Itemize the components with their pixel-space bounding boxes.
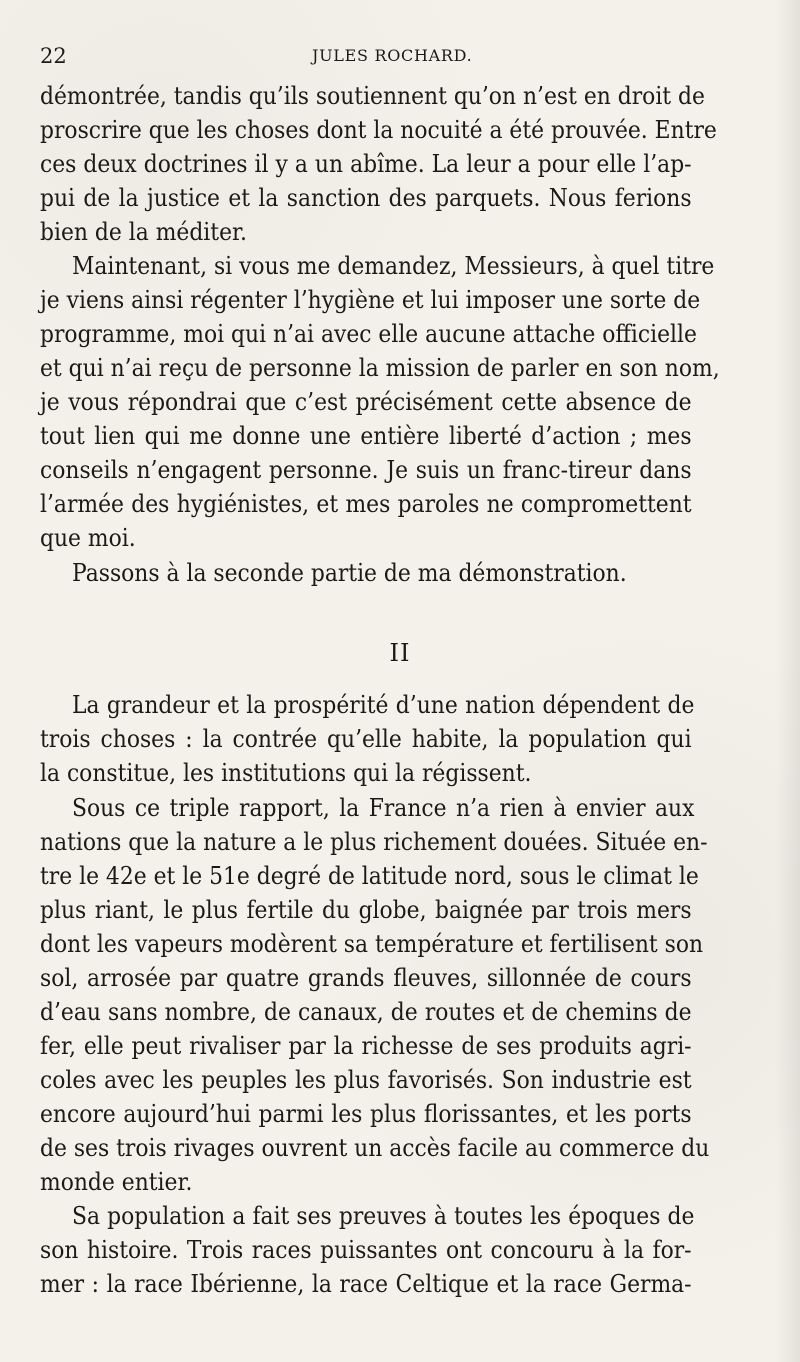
text-line-23: dont les vapeurs modèrent sa température et fertilisent son xyxy=(40,930,704,958)
text-line-10: je vous répondrai que c’est précisément cette absence de xyxy=(40,388,692,416)
text-line-21: tre le 42e et le 51e degré de latitude nord, sous le climat le xyxy=(40,862,699,890)
page-number: 22 xyxy=(40,44,67,68)
text-line-1: démontrée, tandis qu’ils soutiennent qu’on n’est en droit de xyxy=(40,82,705,110)
text-line-15: Passons à la seconde partie de ma démonstration. xyxy=(72,559,627,587)
text-line-16: La grandeur et la prospérité d’une nation dépendent de xyxy=(72,691,695,719)
text-line-9: et qui n’ai reçu de personne la mission de parler en son nom, xyxy=(40,354,720,382)
text-line-20: nations que la nature a le plus richement douées. Située en- xyxy=(40,828,708,856)
text-line-13: l’armée des hygiénistes, et mes paroles ne compromettent xyxy=(40,490,692,518)
text-line-7: je viens ainsi régenter l’hygiène et lui imposer une sorte de xyxy=(40,286,701,314)
text-line-28: encore aujourd’hui parmi les plus florissantes, et les ports xyxy=(40,1100,692,1128)
page-header xyxy=(40,43,750,69)
page-edge-shadow xyxy=(776,0,800,1362)
text-line-6: Maintenant, si vous me demandez, Messieurs, à quel titre xyxy=(72,252,715,280)
text-line-22: plus riant, le plus fertile du globe, baignée par trois mers xyxy=(40,896,692,924)
text-line-33: mer : la race Ibérienne, la race Celtique et la race Germa- xyxy=(40,1270,692,1298)
text-line-8: programme, moi qui n’ai avec elle aucune attache officielle xyxy=(40,320,697,348)
text-line-24: sol, arrosée par quatre grands fleuves, sillonnée de cours xyxy=(40,964,692,992)
text-line-31: Sa population a fait ses preuves à toutes les époques de xyxy=(72,1202,695,1230)
text-line-25: d’eau sans nombre, de canaux, de routes et de chemins de xyxy=(40,998,692,1026)
running-head: JULES ROCHARD. xyxy=(312,46,473,65)
text-line-30: monde entier. xyxy=(40,1168,193,1196)
text-line-3: ces deux doctrines il y a un abîme. La leur a pour elle l’ap- xyxy=(40,150,692,178)
text-line-14: que moi. xyxy=(40,524,136,552)
text-line-29: de ses trois rivages ouvrent un accès facile au commerce du xyxy=(40,1134,710,1162)
text-line-17: trois choses : la contrée qu’elle habite, la population qui xyxy=(40,725,692,753)
text-line-19: Sous ce triple rapport, la France n’a rien à envier aux xyxy=(72,794,695,822)
text-line-27: coles avec les peuples les plus favorisés. Son industrie est xyxy=(40,1066,692,1094)
text-line-4: pui de la justice et la sanction des parquets. Nous ferions xyxy=(40,184,692,212)
text-line-18: la constitue, les institutions qui la régissent. xyxy=(40,759,532,787)
text-line-2: proscrire que les choses dont la nocuité a été prouvée. Entre xyxy=(40,116,717,144)
text-line-5: bien de la méditer. xyxy=(40,218,247,246)
text-line-26: fer, elle peut rivaliser par la richesse de ses produits agri- xyxy=(40,1032,692,1060)
text-line-11: tout lien qui me donne une entière liberté d’action ; mes xyxy=(40,422,692,450)
section-numeral: II xyxy=(389,639,411,667)
text-line-32: son histoire. Trois races puissantes ont concouru à la for- xyxy=(40,1236,692,1264)
text-line-12: conseils n’engagent personne. Je suis un franc-tireur dans xyxy=(40,456,692,484)
